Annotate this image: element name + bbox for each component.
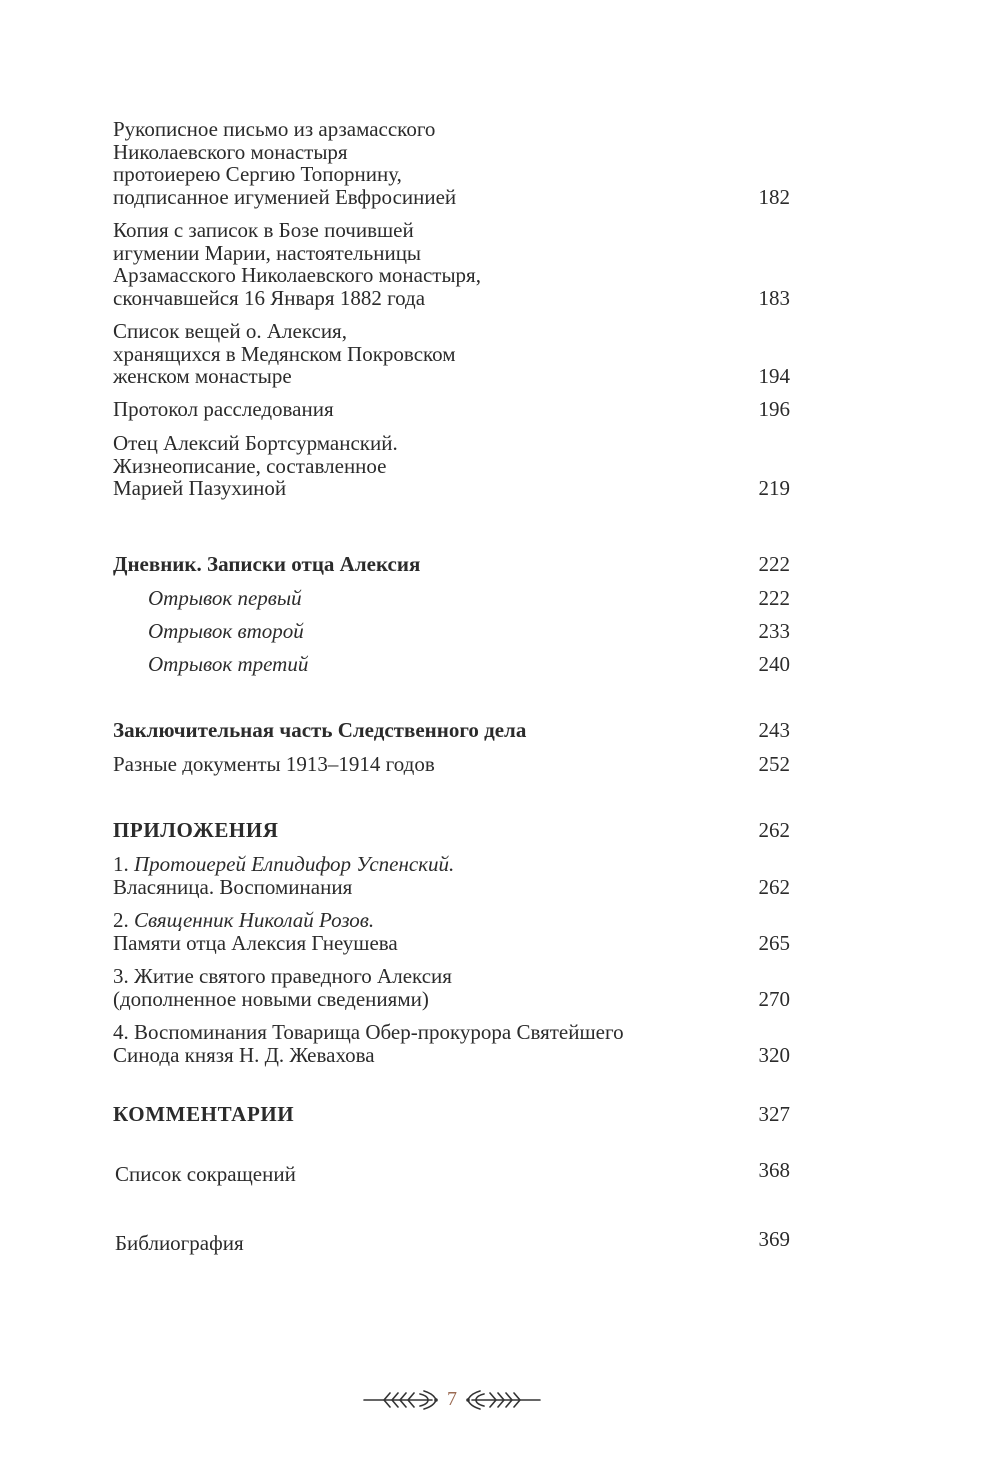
toc-page-number: 222	[758, 586, 790, 610]
toc-page-number: 219	[758, 476, 790, 500]
subentry-label: Отрывок третий	[148, 652, 309, 676]
appendix-title: Памяти отца Алексия Гнеушева	[113, 930, 398, 955]
toc-page-number: 265	[758, 930, 790, 955]
appendix-author: Протоиерей Елпидифор Успенский.	[134, 852, 455, 876]
toc-page-number: 270	[758, 986, 790, 1011]
toc-page-number: 196	[758, 397, 790, 421]
section-title: Список сокращений	[115, 1162, 296, 1186]
toc-entry-line: Арзамасского Николаевского монастыря,	[113, 263, 481, 287]
appendix-author: Священник Николай Розов.	[134, 908, 375, 932]
toc-page-number: 369	[758, 1227, 790, 1251]
toc-entry-line: Разные документы 1913–1914 годов	[113, 752, 435, 776]
toc-entry-line: игумении Марии, настоятельницы	[113, 240, 422, 265]
toc-page-number: 222	[758, 552, 790, 576]
toc-page-number: 252	[758, 752, 790, 776]
appendix-number: 2.	[113, 908, 134, 932]
toc-entry-line: Копия с записок в Бозе почившей	[113, 218, 414, 242]
toc-entry	[113, 219, 788, 309]
toc-page-number: 262	[758, 818, 790, 842]
appendix-title: Власяница. Воспоминания	[113, 874, 353, 899]
page-number: 7	[447, 1388, 457, 1410]
section-abbreviations	[115, 1158, 790, 1186]
appendix-item	[113, 1021, 800, 1066]
toc-entry-line: подписанное игуменией Евфросинией	[113, 184, 457, 209]
section-bibliography	[115, 1227, 790, 1255]
toc-entry	[113, 753, 788, 776]
toc-page-number: 183	[758, 285, 790, 310]
ornament-right-icon	[462, 1386, 542, 1414]
toc-entry-line: Отец Алексий Бортсурманский.	[113, 431, 398, 455]
toc-page-number: 262	[758, 874, 790, 899]
toc-entry-line: скончавшейся 16 Января 1882 года	[113, 285, 426, 310]
toc-entry-line: Николаевского монастыря	[113, 139, 348, 164]
toc-page-number: 368	[758, 1158, 790, 1182]
section-diary	[113, 553, 788, 576]
toc-subentry	[148, 653, 788, 676]
toc-page-number: 182	[758, 184, 790, 209]
section-comments	[113, 1103, 788, 1126]
toc-entry-line: Марией Пазухиной	[113, 476, 287, 500]
toc-page-number: 243	[758, 718, 790, 742]
toc-entry-line: Жизнеописание, составленное	[113, 453, 387, 478]
appendix-number: 1.	[113, 852, 134, 876]
section-title: Дневник. Записки отца Алексия	[113, 552, 421, 576]
appendix-item	[113, 853, 788, 898]
appendix-title: 4. Воспоминания Товарища Обер-прокурора Святейшего	[113, 1020, 624, 1044]
subentry-label: Отрывок второй	[148, 619, 304, 643]
toc-entry-line: женском монастыре	[113, 364, 292, 388]
toc-entry-line: Протокол расследования	[113, 397, 334, 421]
page-footer	[0, 1386, 1000, 1416]
section-final	[113, 719, 788, 742]
subentry-label: Отрывок первый	[148, 586, 302, 610]
section-appendix	[113, 819, 788, 842]
toc-entry-line: протоиерею Сергию Топорнину,	[113, 162, 402, 186]
appendix-title: (дополненное новыми сведениями)	[113, 986, 429, 1011]
toc-subentry	[148, 587, 788, 610]
toc-page-number: 233	[758, 619, 790, 643]
appendix-title: 3. Житие святого праведного Алексия	[113, 964, 452, 988]
toc-entry	[113, 320, 788, 388]
section-title: Заключительная часть Следственного дела	[113, 718, 527, 742]
toc-subentry	[148, 620, 788, 643]
appendix-item	[113, 909, 788, 954]
ornament-left-icon	[362, 1386, 442, 1414]
toc-entry	[113, 118, 788, 208]
toc-page-number: 327	[758, 1102, 790, 1126]
toc-page-number: 240	[758, 652, 790, 676]
toc-entry-line: хранящихся в Медянском Покровском	[113, 341, 456, 366]
toc-entry-line: Рукописное письмо из арзамасского	[113, 117, 436, 141]
toc-entry	[113, 398, 788, 421]
appendix-item	[113, 965, 788, 1010]
section-title: Библиография	[115, 1231, 244, 1255]
toc-entry	[113, 432, 788, 500]
toc-page-number: 320	[758, 1042, 790, 1067]
toc-entry-line: Список вещей о. Алексия,	[113, 319, 347, 343]
section-title: КОММЕНТАРИИ	[113, 1102, 295, 1126]
section-title: ПРИЛОЖЕНИЯ	[113, 818, 279, 842]
appendix-title: Синода князя Н. Д. Жевахова	[113, 1042, 375, 1067]
toc-page-number: 194	[758, 364, 790, 388]
